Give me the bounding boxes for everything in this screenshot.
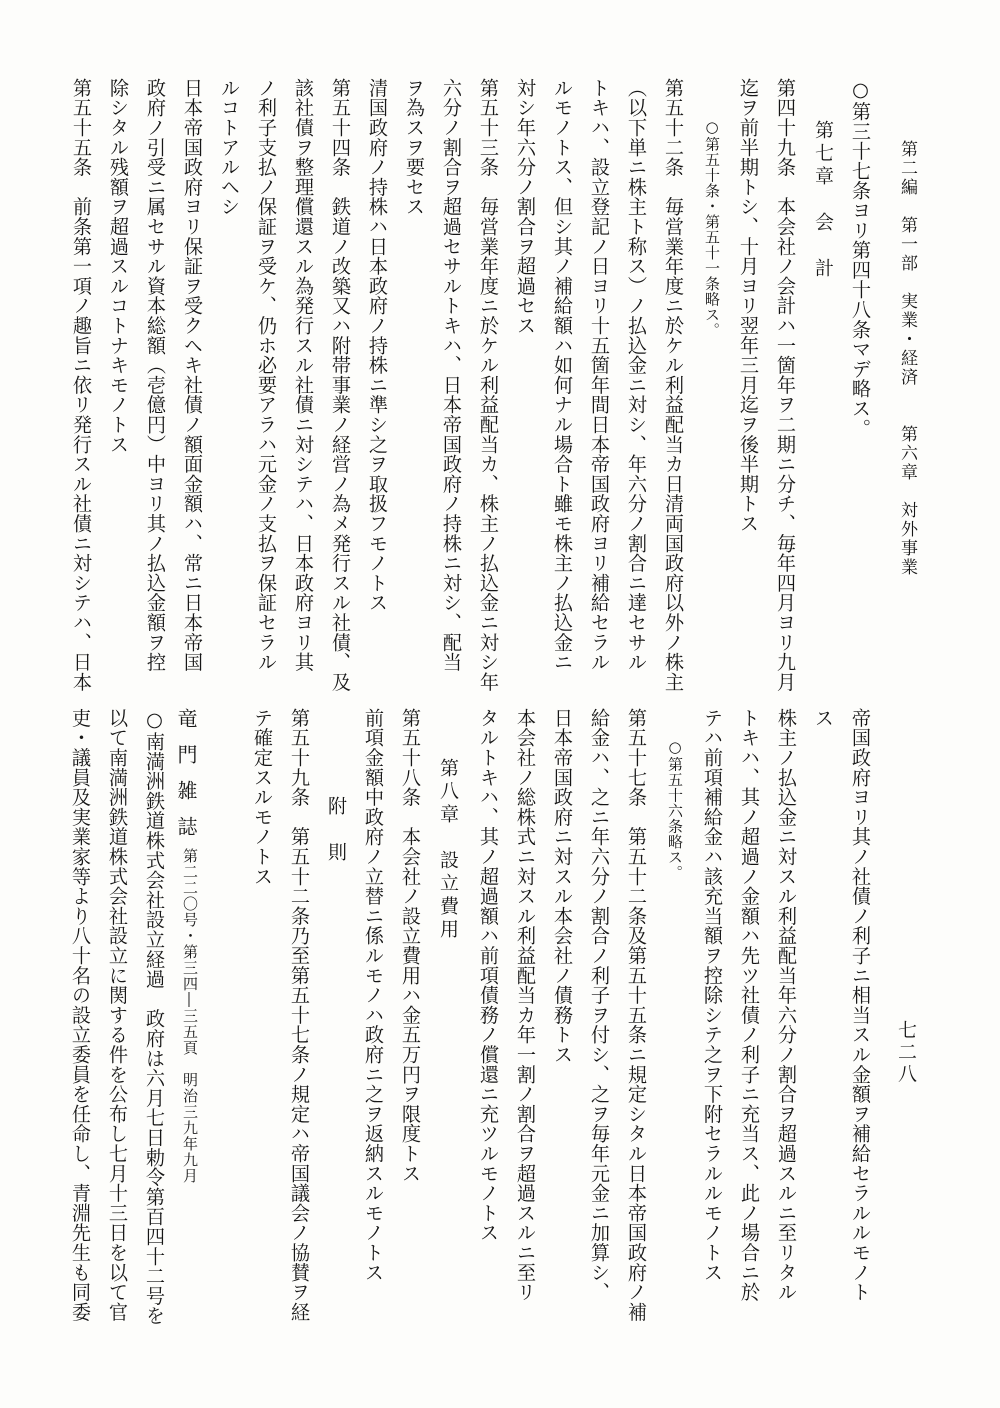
article-57-line-2: 給金ハ、之ニ年六分ノ割合ノ利子ヲ付シ、之ヲ毎年元金ニ加算シ、 [588,708,611,1302]
article-52-line-4: ルモノトス、但シ其ノ補給額ハ如何ナル場合ト雖モ株主ノ払込金ニ [551,78,574,672]
article-52-line-2: （以下単ニ株主ト称ス）ノ払込金ニ対シ、年六分ノ割合ニ達セサル [625,78,648,672]
mantetsu-line-3: 吏・議員及実業家等より八十名の設立委員を任命し、青淵先生も同委 [69,708,92,1322]
article-57-line-1: 第五十七条 第五十二条及第五十五条ニ規定シタル日本帝国政府ノ補 [625,708,648,1322]
supplementary-paragraph: 前項金額中政府ノ立替ニ係ルモノハ政府ニ之ヲ返納スルモノトス [362,708,385,1283]
article-53-line-4: 清国政府ノ持株ハ日本政府ノ持株ニ準シ之ヲ取扱フモノトス [366,78,389,613]
article-53-line-1: 第五十三条 毎営業年度ニ於ケル利益配当カ、株主ノ払込金ニ対シ年 [477,78,500,692]
article-52-line-1: 第五十二条 毎営業年度ニ於ケル利益配当カ日清両国政府以外ノ株主 [662,78,685,692]
article-54-line-7: 除シタル残額ヲ超過スルコトナキモノトス [107,78,130,455]
supplementary-provisions-heading: 附 則 [325,796,347,865]
article-59-line-2: テ確定スルモノトス [251,708,274,887]
note-article-56: ○第五十六条略ス。 [666,738,684,881]
article-57-line-4: 本会社ノ総株式ニ対スル利益配当カ年一割ノ割合ヲ超過スルニ至リ [514,708,537,1302]
article-52-line-3: トキハ、設立登記ノ日ヨリ十五箇年間日本帝国政府ヨリ補給セラル [588,78,611,672]
chapter-7-heading: 第七章 会 計 [812,120,834,281]
article-54-line-6: 政府ノ引受ニ属セサル資本総額（壱億円）中ヨリ其ノ払込金額ヲ控 [144,78,167,672]
article-57-line-5: タルトキハ、其ノ超過額ハ前項債務ノ償還ニ充ツルモノトス [477,708,500,1243]
article-58: 第五十八条 本会社ノ設立費用ハ金五万円ヲ限度トス [399,708,422,1184]
article-59-line-1: 第五十九条 第五十二条乃至第五十七条ノ規定ハ帝国議会ノ協賛ヲ経 [288,708,311,1322]
article-49-line-1: 第四十九条 本会社ノ会計ハ一箇年ヲ二期ニ分チ、毎年四月ヨリ九月 [774,78,797,692]
article-54-line-3: ノ利子支払ノ保証ヲ受ケ、仍ホ必要アラハ元金ノ支払ヲ保証セラル [255,78,278,672]
article-57-line-3: 日本帝国政府ニ対スル本会社ノ債務トス [551,708,574,1065]
chapter-8-heading: 第八章 設立費用 [437,758,459,942]
note-articles-37-48: ○第三十七条ヨリ第四十八条マデ略ス。 [849,78,872,439]
article-55-line-1: 第五十五条 前条第一項ノ趣旨ニ依リ発行スル社債ニ対シテハ、日本 [70,78,93,692]
article-55-line-2: 帝国政府ヨリ其ノ社債ノ利子ニ相当スル金額ヲ補給セラルルモノト [849,708,872,1302]
mantetsu-line-2: 以て南満洲鉄道株式会社設立に関する件を公布し七月十三日を以て官 [106,708,129,1322]
article-54-line-4: ルコトアルヘシ [218,78,241,217]
article-49-line-2: 迄ヲ前半期トシ、十月ヨリ翌年三月迄ヲ後半期トス [737,78,760,534]
magazine-reference: 第二二〇号・第三四―三五頁 明治三九年九月 [181,848,199,1184]
page-number: 七二八 [895,1020,917,1086]
magazine-title: 竜門雑誌 [174,708,198,852]
article-54-line-1: 第五十四条 鉄道ノ改築又ハ附帯事業ノ経営ノ為メ発行スル社債、及 [329,78,352,692]
article-55-line-4: 株主ノ払込金ニ対スル利益配当年六分ノ割合ヲ超過スルニ至リタル [775,708,798,1302]
article-54-line-5: 日本帝国政府ヨリ保証ヲ受クヘキ社債ノ額面金額ハ、常ニ日本帝国 [181,78,204,672]
article-53-line-3: ヲ為スヲ要セス [403,78,426,217]
article-55-line-3: ス [812,708,835,728]
article-55-line-5: トキハ、其ノ超過ノ金額ハ先ツ社債ノ利子ニ充当ス、此ノ場合ニ於 [738,708,761,1302]
note-articles-50-51: ○第五十条・第五十一条略ス。 [703,118,721,338]
article-53-line-2: 六分ノ割合ヲ超過セサルトキハ、日本帝国政府ノ持株ニ対シ、配当 [440,78,463,672]
running-head: 第二編 第一部 実業・経済 第六章 対外事業 [897,140,917,577]
mantetsu-line-1: ○南満洲鉄道株式会社設立経過 政府は六月七日勅令第百四十二号を [143,708,166,1326]
article-54-line-2: 該社債ヲ整理償還スル為発行スル社債ニ対シテハ、日本政府ヨリ其 [292,78,315,672]
article-55-line-6: テハ前項補給金ハ該充当額ヲ控除シテ之ヲ下附セラルルモノトス [701,708,724,1283]
article-52-line-5: 対シ年六分ノ割合ヲ超過セス [514,78,537,336]
